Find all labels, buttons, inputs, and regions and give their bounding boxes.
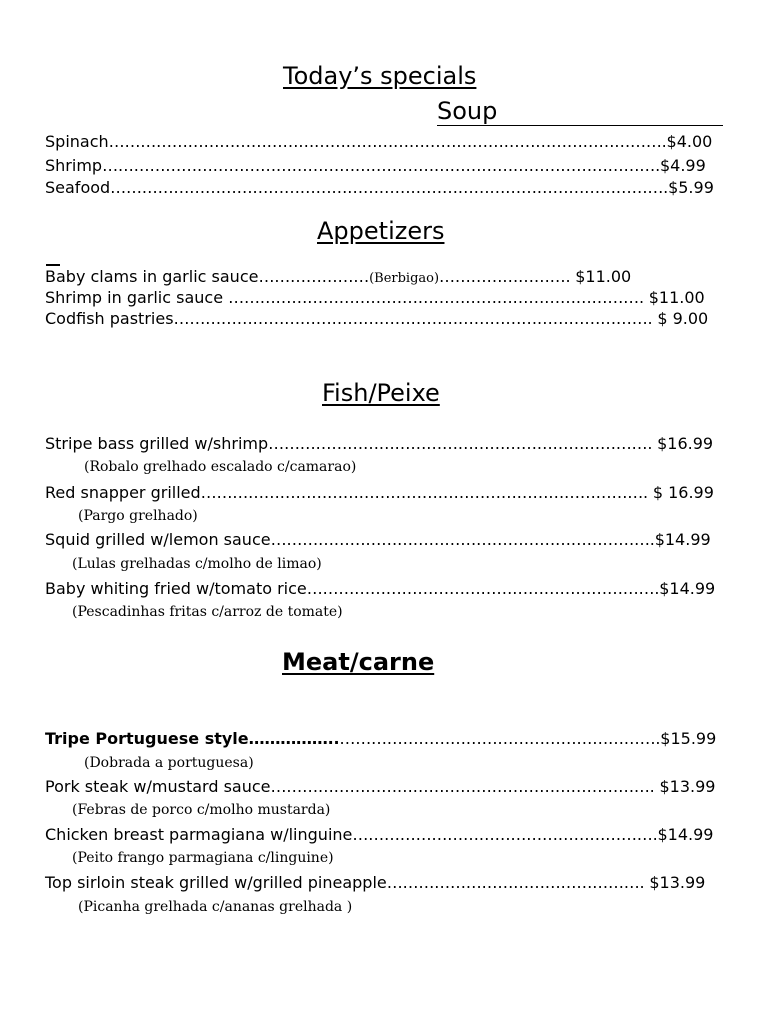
item-price: $4.99	[659, 156, 706, 175]
item-price: $13.99	[649, 873, 706, 892]
item-name: Squid grilled w/lemon sauce	[45, 530, 271, 549]
item-name: Seafood	[45, 178, 111, 197]
item-price: $13.99	[659, 777, 716, 796]
list-item	[45, 132, 712, 151]
soup-heading-text: Soup	[437, 97, 498, 125]
leader-dots: ……………..	[248, 729, 340, 748]
item-note: (Berbigao)	[369, 271, 440, 286]
list-item	[45, 729, 716, 748]
item-name: Red snapper grilled	[45, 483, 201, 502]
item-price: $11.00	[648, 288, 705, 307]
leader-dots: ……………………………………………………………….	[268, 434, 658, 453]
item-price: $14.99	[657, 825, 714, 844]
list-item	[45, 309, 708, 328]
list-item	[45, 156, 706, 175]
item-price: $14.99	[659, 579, 716, 598]
item-name: Spinach	[45, 132, 109, 151]
list-item	[45, 873, 705, 892]
leader-dots: ………………………………………………….	[352, 825, 658, 844]
item-name: Top sirloin steak grilled w/grilled pineapple	[45, 873, 387, 892]
leader-dots: …………………………………………………………………………………………….	[110, 178, 669, 197]
item-price: $ 16.99	[652, 483, 714, 502]
item-translation: (Robalo grelhado escalado c/camarao)	[84, 459, 357, 475]
leader-dots: ………………………………………….	[386, 873, 650, 892]
item-translation: (Picanha grelhada c/ananas grelhada )	[78, 899, 353, 915]
list-item	[45, 434, 713, 453]
item-price: $16.99	[657, 434, 714, 453]
soup-heading	[437, 97, 723, 126]
leader-dots: ……………………………………………………………………………….	[173, 309, 658, 328]
fish-heading: Fish/Peixe	[322, 379, 440, 407]
item-translation: (Peito frango parmagiana c/linguine)	[72, 850, 334, 866]
list-item	[45, 178, 714, 197]
page-title: Today’s specials	[283, 62, 477, 90]
leader-dots: ……………………………………………………………….	[270, 777, 660, 796]
item-name: Shrimp in garlic sauce	[45, 288, 229, 307]
item-name: Baby clams in garlic sauce	[45, 267, 259, 286]
list-item	[45, 483, 714, 502]
leader-dots: ………………………………………………………………………….	[200, 483, 653, 502]
item-name: Stripe bass grilled w/shrimp	[45, 434, 269, 453]
item-name: Baby whiting fried w/tomato rice	[45, 579, 307, 598]
list-item	[45, 777, 715, 796]
item-price: $4.00	[666, 132, 713, 151]
meat-heading: Meat/carne	[282, 648, 435, 676]
item-translation: (Pargo grelhado)	[78, 508, 198, 524]
leader-dots: …………………	[258, 267, 370, 286]
list-item	[45, 288, 705, 307]
leader-dots: …………………………………………………………………………………………….	[108, 132, 667, 151]
item-translation: (Febras de porco c/molho mustarda)	[72, 802, 331, 818]
list-item	[45, 579, 715, 598]
list-item	[45, 825, 713, 844]
leader-dots: …………………………………………………………………….	[228, 288, 649, 307]
item-price: $11.00	[575, 267, 632, 286]
leader-dots: …………………………………………………….	[339, 729, 661, 748]
appetizers-heading: Appetizers	[317, 217, 445, 245]
item-price: $15.99	[660, 729, 717, 748]
leader-dots: …………………………………………………………………………………………….	[102, 156, 660, 175]
item-name: Tripe Portuguese style	[45, 729, 249, 748]
leader-dots: …………………….	[439, 267, 576, 286]
leader-dots: ………………………………………………………….	[306, 579, 660, 598]
list-item	[45, 267, 631, 286]
item-name: Pork steak w/mustard sauce	[45, 777, 271, 796]
item-translation: (Dobrada a portuguesa)	[84, 755, 254, 771]
item-price: $5.99	[668, 178, 714, 197]
item-translation: (Pescadinhas fritas c/arroz de tomate)	[72, 604, 343, 620]
item-name: Chicken breast parmagiana w/linguine	[45, 825, 353, 844]
item-name: Shrimp	[45, 156, 103, 175]
mark-line	[46, 264, 60, 266]
item-price: $14.99	[654, 530, 711, 549]
item-name: Codfish pastries	[45, 309, 174, 328]
item-price: $ 9.00	[657, 309, 709, 328]
leader-dots: ……………………………………………………………….	[270, 530, 655, 549]
item-translation: (Lulas grelhadas c/molho de limao)	[72, 556, 322, 572]
list-item	[45, 530, 711, 549]
